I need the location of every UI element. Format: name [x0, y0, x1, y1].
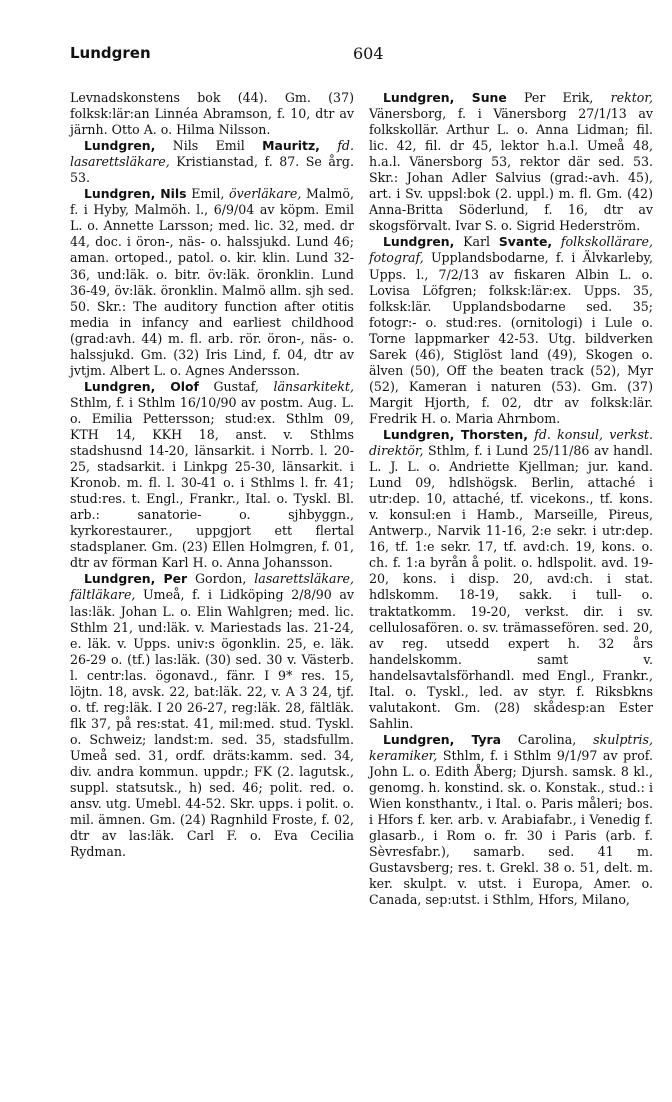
entry-name: Lundgren,	[84, 138, 156, 154]
entry-text: Upplandsbodarne, f. i Älvkarleby, Upps. l., 7/2/13 av fiskaren Albin L. o. Lovisa Löfgren; folksk:lär:ex. Upps. 35, folksk:lär. Upplandsbodarne sed. 35; fotogr:- o. stud:res. (ornitologi) i Lule o. Torne lappmarker 42-53. Utg. bildverken Sarek (46), Stiglöst land (49), Skogen o. älven (50), Off the beaten track (52), Myr (52), Kameran i naturen (53). Gm. (37) Margit Hjorth, f. 02, dtr av folksk:lär. Fredrik H. o. Maria Ahrnbom.	[369, 250, 653, 426]
page-number: 604	[353, 44, 384, 63]
entry-title: länsarkitekt,	[273, 378, 354, 394]
entry-name: Lundgren,	[383, 234, 455, 250]
entry-name: Mauritz,	[262, 138, 320, 154]
entry-title: fd. konsul, verkst. direktör,	[369, 426, 653, 459]
entry-title: folkskollärare, fotograf,	[369, 234, 653, 266]
entry-text: Karl	[454, 234, 499, 250]
biography-entry	[369, 732, 653, 909]
entry-text: Emil,	[186, 186, 230, 202]
entry-text: Gustaf,	[198, 378, 274, 394]
entry-name: Svante,	[498, 234, 553, 250]
entry-text	[552, 234, 561, 249]
entry-text: Gordon,	[187, 571, 255, 587]
entry-text: Levnadskonstens bok (44). Gm. (37) folksk:lär:an Linnéa Abramson, f. 10, dtr av järnh. Otto A. o. Hilma Nilsson.	[70, 90, 354, 138]
entry-title: fd. lasarettsläkare,	[70, 138, 354, 170]
entry-text	[320, 138, 337, 153]
biography-entry	[70, 90, 354, 138]
entry-name: Lundgren, Sune	[383, 90, 507, 105]
right-column	[369, 90, 653, 908]
running-head: Lundgren	[70, 44, 151, 62]
entry-text: Sthlm, f. i Lund 25/11/86 av handl. L. J. L. o. Andriette Kjellman; jur. kand. Lund 09, hdlshögsk. Berlin, attaché i utr:dep. 10, attaché, tf. vicekons., tf. kons. v. konsul:en i Hamb., Marseille, Pireus, Antwerp., Narvik 11-16, 2:e sekr. i utr:dep. 16, tf. 1:e sekr. 17, tf. avd:ch. 19, kons. o. ch. f. 1:a byrån å polit. o. hdlspolit. avd. 19-20, kons. i disp. 20, avd:ch. i stat. hdlskomm. 18-19, sakk. i tull- o. traktatkomm. 19-20, verkst. dir. i sv. cellulosafören. o. sv. trämassefören. sed. 20, av reg. utsedd expert h. 32 års handelskomm. samt v. handelsavtalsförhandl. med Engl., Frankr., Ital. o. Tyskl., led. av styr. f. Riksbkns valutakont. Gm. (28) skådesp:an Ester Sahlin.	[369, 443, 653, 731]
entry-name: Lundgren, Nils	[84, 186, 187, 202]
entry-title: skulptris, keramiker,	[369, 731, 653, 763]
biography-entry	[369, 234, 653, 427]
running-header	[70, 44, 648, 68]
entry-title: överläkare,	[229, 186, 302, 202]
entry-text: Carolina,	[501, 731, 594, 747]
entry-text: Sthlm, f. i Sthlm 9/1/97 av prof. John L. o. Edith Åberg; Djursh. samsk. 8 kl., genomg. h. konstind. sk. o. Konstak., stud.: i Wien konsthantv., i Ital. o. Paris måleri; bos. i Hfors f. ker. arb. v. Arabiafabr., i Venedig f. glasarb., i Rom o. fr. 30 i Paris (arb. f. Sèvresfabr.), samarb. sed. 41 m. Gustavsberg; res. t. Grekl. 38 o. 51, delt. m. ker. skulpt. v. utst. i Europa, Amer. o. Canada, sep:utst. i Sthlm, Hfors, Milano,	[369, 747, 653, 908]
biography-entry	[369, 427, 653, 732]
entry-text: Malmö, f. i Hyby, Malmöh. l., 6/9/04 av köpm. Emil L. o. Annette Larsson; med. lic. 32, med. dr 44, doc. i öron-, näs- o. halssjukd. Lund 46; aman. ortoped., patol. o. kir. klin. Lund 32-36, und:läk. o. bitr. öv:läk. öronklin. Lund 36-49, öv:läk. öronklin. Malmö allm. sjh sed. 50. Skr.: The auditory function after otitis media in infancy and earliest childhood (grad:avh. 44) m. fl. arb. rör. öron-, näs- o. halssjukd. Gm. (32) Iris Lind, f. 04, dtr av jvtjm. Albert L. o. Agnes Andersson.	[70, 186, 354, 378]
entry-name: Lundgren, Thorsten,	[383, 426, 528, 442]
entry-text: Vänersborg, f. i Vänersborg 27/1/13 av folkskollär. Arthur L. o. Anna Lidman; fil. lic. 42, fil. dr 45, lektor h.a.l. Umeå 48, h.a.l. Vänersborg 53, rektor där sed. 53. Skr.: Johan Adler Salvius (grad:-avh. 45), art. i Sv. uppsl:bok (2. uppl.) m. fl. Gm. (42) Anna-Britta Söderlund, f. 16, dtr av skogsförvalt. Ivar S. o. Sigrid Hederström.	[369, 106, 653, 234]
biography-entry	[70, 571, 354, 860]
biography-entry	[70, 186, 354, 379]
entry-text: Umeå, f. i Lidköping 2/8/90 av las:läk. Johan L. o. Elin Wahlgren; med. lic. Sthlm 21, und:läk. v. Mariestads las. 21-24, e. läk. v. Upps. univ:s ögonklin. 25, e. läk. 26-29 o. (tf.) las:läk. (30) sed. 30 v. Västerb. l. centr:las. ögonavd., fänr. I 9* res. 15, löjtn. 18, avsk. 22, bat:läk. 22, v. A 3 24, tjf. o. tf. reg:läk. I 20 26-27, reg:läk. 28, fältläk. flk 37, på res:stat. 41, mil:med. stud. Tyskl. o. Schweiz; landst:m. sed. 35, stadsfullm. Umeå sed. 31, ordf. dräts:kamm. sed. 34, div. andra kommun. uppdr.; FK (2. lagutsk., suppl. statsutsk., h) sed. 46; polit. red. o. ansv. utg. Umebl. 44-52. Skr. upps. i polit. o. mil. ämnen. Gm. (24) Ragnhild Froste, f. 02, dtr av las:läk. Carl F. o. Eva Cecilia Rydman.	[70, 587, 354, 860]
entry-text: Kristianstad, f. 87. Se årg. 53.	[70, 154, 354, 186]
entry-text: Per Erik,	[506, 90, 611, 105]
entry-title: lasarettsläkare, fältläkare,	[70, 571, 354, 603]
biography-entry	[70, 379, 354, 572]
biography-entry	[70, 138, 354, 186]
entry-title: rektor,	[610, 90, 653, 105]
entry-text: Nils Emil	[155, 138, 263, 154]
left-column	[70, 90, 354, 860]
entry-name: Lundgren, Olof	[84, 378, 199, 394]
entry-text: Sthlm, f. i Sthlm 16/10/90 av postm. Aug. L. o. Emilia Pettersson; stud:ex. Sthlm 09, KTH 14, KKH 18, anst. v. Sthlms stadshusnd 14-20, länsarkit. i Norrb. l. 20-25, stadsarkit. i Linkpg 25-30, länsarkit. i Kronob. m. fl. l. 30-41 o. i Sthlms l. fr. 41; stud:res. t. Engl., Frankr., Ital. o. Tyskl. Bl. arb.: sanatorie- o. sjhbyggn., kyrkorestaurer., uppgjort ett flertal stadsplaner. Gm. (23) Ellen Holmgren, f. 01, dtr av förman Karl H. o. Anna Johansson.	[70, 394, 354, 571]
biography-entry	[369, 90, 653, 234]
entry-name: Lundgren, Tyra	[383, 731, 502, 747]
entry-name: Lundgren, Per	[84, 571, 188, 587]
